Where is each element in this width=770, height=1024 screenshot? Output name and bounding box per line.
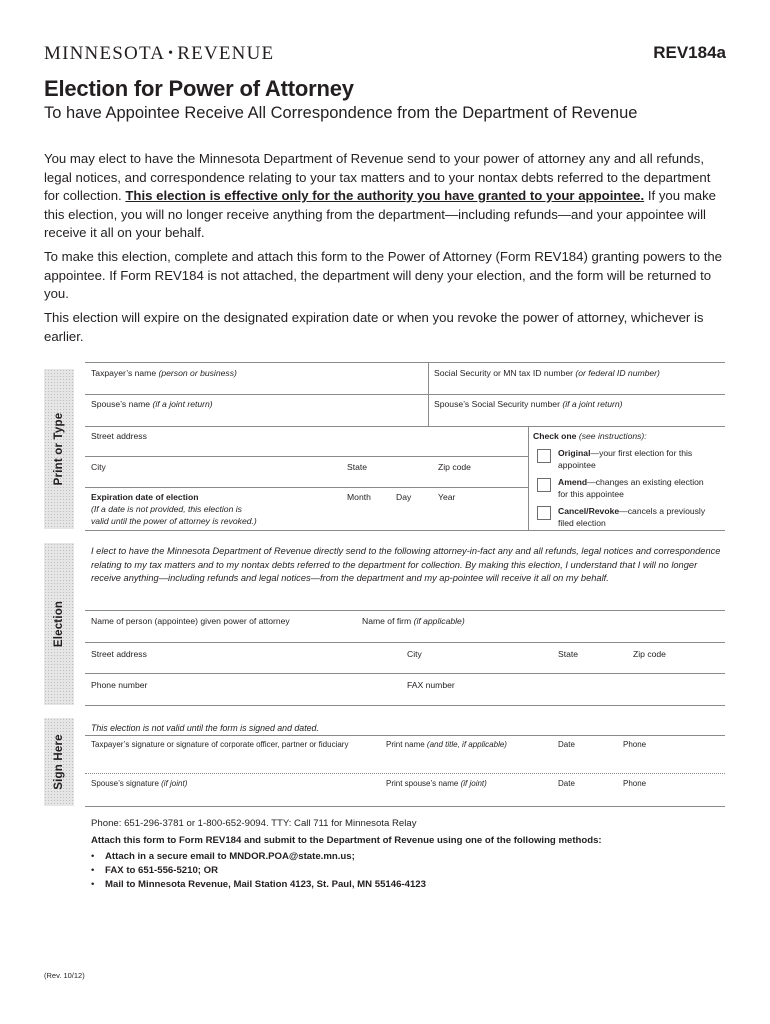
spouse-phone-field[interactable]: Phone [623,779,647,788]
intro-p1-before: You may elect to have the Minnesota Department of Revenue send to your power of attorney any and all refunds, legal notices, and correspondence relating to your tax matters and to your nontax debts referred to the department for collection. [44,151,711,203]
submission-methods-list [91,850,426,892]
cancel-revoke-option-label: Cancel/Revoke—cancels a previously filed election [558,506,706,528]
sign-here-sidebar [44,718,74,806]
check-one-label: Check one (see instructions): [533,431,647,441]
intro-paragraph-1 [44,150,728,243]
divider [85,394,725,395]
divider [528,426,529,530]
original-checkbox[interactable] [537,449,551,463]
contact-info: Phone: 651-296-3781 or 1-800-652-9094. TTY: Call 711 for Minnesota Relay [91,818,417,829]
divider [428,394,429,426]
appointee-name-field[interactable]: Name of person (appointee) given power of attorney [91,616,290,626]
election-label: Election [53,600,65,648]
appointee-state-field[interactable]: State [558,649,579,659]
divider [85,456,528,457]
original-option-label: Original—your first election for this appointee [558,448,693,470]
divider [85,610,725,611]
city-field[interactable]: City [91,462,106,472]
sign-here-label: Sign Here [53,734,65,790]
divider [85,426,725,427]
expiration-year-field[interactable]: Year [438,492,456,502]
divider [85,735,725,736]
page-title: Election for Power of Attorney [44,76,354,101]
print-name-field[interactable]: Print name (and title, if applicable) [386,740,507,749]
divider [85,673,725,674]
expiration-day-field[interactable]: Day [396,492,412,502]
divider [85,487,528,488]
appointee-city-field[interactable]: City [407,649,422,659]
intro-p1-emphasis: This election is effective only for the authority you have granted to your appointee. [125,188,645,203]
spouse-name-field[interactable]: Spouse’s name (if a joint return) [91,399,213,409]
revision-date: (Rev. 10/12) [44,971,85,980]
divider [85,642,725,643]
divider [85,806,725,807]
street-address-field[interactable]: Street address [91,431,147,441]
divider [85,530,725,531]
spouse-date-field[interactable]: Date [558,779,575,788]
divider [85,773,725,774]
page-subtitle: To have Appointee Receive All Correspondence from the Department of Revenue [44,104,638,122]
zip-code-field[interactable]: Zip code [438,462,471,472]
intro-p1-after: If you make this election, you will no longer receive anything from the department—including refunds—and your appointee will receive it all on your behalf. [44,188,717,240]
ssn-field[interactable]: Social Security or MN tax ID number (or federal ID number) [434,368,660,378]
appointee-fax-field[interactable]: FAX number [407,680,455,690]
method-fax: • FAX to 651-556-5210; OR [91,864,426,878]
expiration-month-field[interactable]: Month [347,492,371,502]
divider [85,705,725,706]
print-or-type-label: Print or Type [53,412,65,486]
minnesota-revenue-logo [44,43,274,65]
appointee-phone-field[interactable]: Phone number [91,680,148,690]
firm-name-field[interactable]: Name of firm (if applicable) [362,616,465,626]
amend-option-label: Amend—changes an existing election for this appointee [558,477,704,499]
expiration-date-label: Expiration date of election (If a date is not provided, this election is valid until the power of attorney is revoked.) [91,492,257,526]
date-field[interactable]: Date [558,740,575,749]
appointee-street-field[interactable]: Street address [91,649,147,659]
signature-notice: This election is not valid until the form is signed and dated. [91,723,319,733]
method-email: • Attach in a secure email to MNDOR.POA@state.mn.us; [91,850,426,864]
print-or-type-sidebar [44,369,74,529]
print-spouse-name-field[interactable]: Print spouse’s name (if joint) [386,779,487,788]
cancel-revoke-checkbox[interactable] [537,506,551,520]
taxpayer-name-field[interactable]: Taxpayer’s name (person or business) [91,368,237,378]
election-sidebar [44,543,74,705]
logo-right-text: REVENUE [177,43,275,64]
intro-paragraph-2: To make this election, complete and attach this form to the Power of Attorney (Form REV184) granting powers to the appointee. If Form REV184 is not attached, the department will deny your election, and the form will be returned to you. [44,249,723,301]
taxpayer-signature-field[interactable]: Taxpayer’s signature or signature of corporate officer, partner or fiduciary [91,740,349,749]
logo-left-text: MINNESOTA [44,43,166,64]
phone-field[interactable]: Phone [623,740,647,749]
logo-dot: • [168,46,175,61]
election-statement: I elect to have the Minnesota Department of Revenue directly send to the following attorney-in-fact any and all refunds, legal notices and correspondence relating to my tax matters and to my nontax debts referred to the department for collection. By making this election, I understand that I will no longer receive anything—including refunds and legal notices—from the department and my ap-pointee will receive it all on my behalf. [91,546,721,583]
amend-checkbox[interactable] [537,478,551,492]
state-field[interactable]: State [347,462,368,472]
attach-instructions: Attach this form to Form REV184 and submit to the Department of Revenue using one of the following methods: [91,835,602,846]
divider [428,362,429,394]
appointee-zip-field[interactable]: Zip code [633,649,666,659]
form-number: REV184a [653,43,726,62]
divider [85,362,725,363]
intro-paragraph-3: This election will expire on the designated expiration date or when you revoke the power of attorney, whichever is earlier. [44,310,704,344]
method-mail: • Mail to Minnesota Revenue, Mail Station 4123, St. Paul, MN 55146-4123 [91,878,426,892]
spouse-signature-field[interactable]: Spouse’s signature (if joint) [91,779,188,788]
spouse-ssn-field[interactable]: Spouse’s Social Security number (if a joint return) [434,399,623,409]
